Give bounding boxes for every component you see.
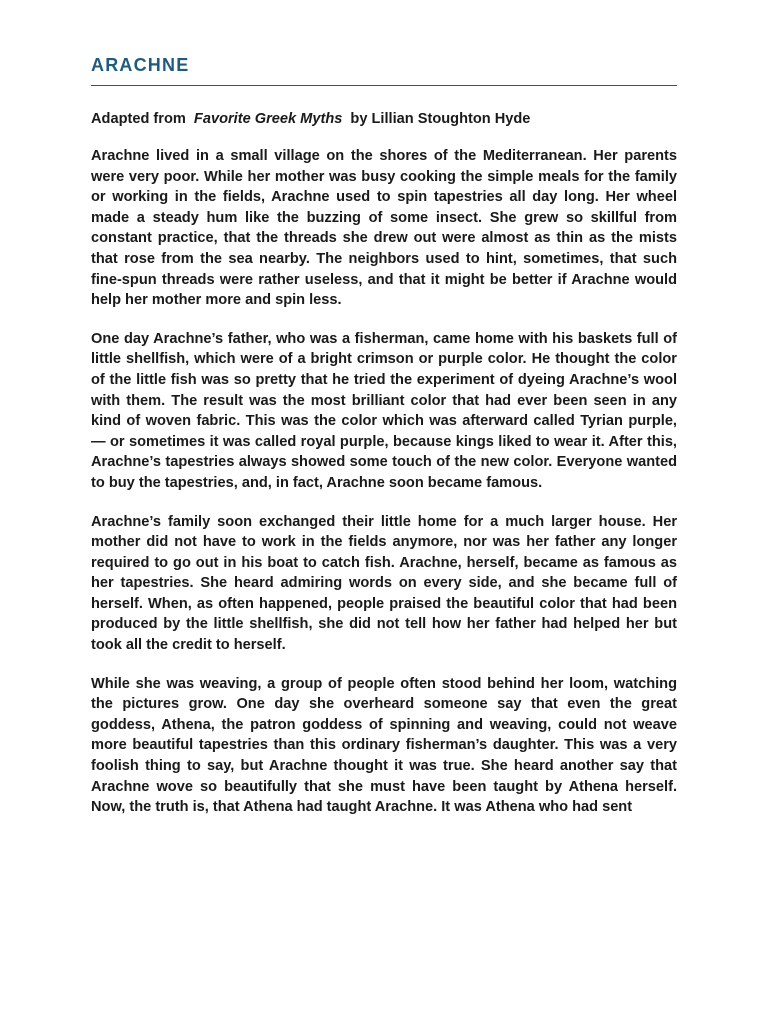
byline-book-title: Favorite Greek Myths [193, 111, 343, 127]
paragraph-1: Arachne lived in a small village on the shores of the Mediterranean. Her parents were very poor. While her mother was busy cooking the simple meals for the family or working in the fields, Arachne used to spin tapestries all day long. Her wheel made a steady hum like the buzzing of some insect. She grew so skillful from constant practice, that the threads she drew out were almost as thin as the mists that rose from the sea nearby. The neighbors used to hint, sometimes, that such fine-spun threads were rather useless, and that it might be better if Arachne would help her mother more and spin less. [91, 148, 677, 309]
document-page [91, 52, 677, 818]
byline-prefix: Adapted from [91, 111, 186, 127]
byline [91, 109, 677, 130]
title-rule [91, 85, 677, 86]
paragraph-4: While she was weaving, a group of people often stood behind her loom, watching the pictures grow. One day she overheard someone say that even the great goddess, Athena, the patron goddess of spinning and weaving, could not weave more beautiful tapestries than this ordinary fisherman’s daughter. This was a very foolish thing to say, but Arachne thought it was true. She heard another say that Arachne wove so beautifully that she must have been taught by Athena herself. Now, the truth is, that Athena had taught Arachne. It was Athena who had sent [91, 675, 677, 816]
paragraph-2: One day Arachne’s father, who was a fisherman, came home with his baskets full of little shellfish, which were of a bright crimson or purple color. He thought the color of the little fish was so pretty that he tried the experiment of dyeing Arachne’s wool with them. The result was the most brilliant color that had ever been seen in any kind of woven fabric. This was the color which was afterward called Tyrian purple, — or sometimes it was called royal purple, because kings liked to wear it. After this, Arachne’s tapestries always showed some touch of the new color. Everyone wanted to buy the tapestries, and, in fact, Arachne soon became famous. [91, 330, 677, 491]
paragraph-3: Arachne’s family soon exchanged their little home for a much larger house. Her mother did not have to work in the fields anymore, nor was her father any longer required to go out in his boat to catch fish. Arachne, herself, became as famous as her tapestries. She heard admiring words on every side, and she became full of herself. When, as often happened, people praised the beautiful color that had been produced by the little shellfish, she did not tell how her father had helped her but took all the credit to herself. [91, 513, 677, 654]
document-title: ARACHNE [91, 55, 190, 75]
byline-author: by Lillian Stoughton Hyde [350, 111, 531, 127]
